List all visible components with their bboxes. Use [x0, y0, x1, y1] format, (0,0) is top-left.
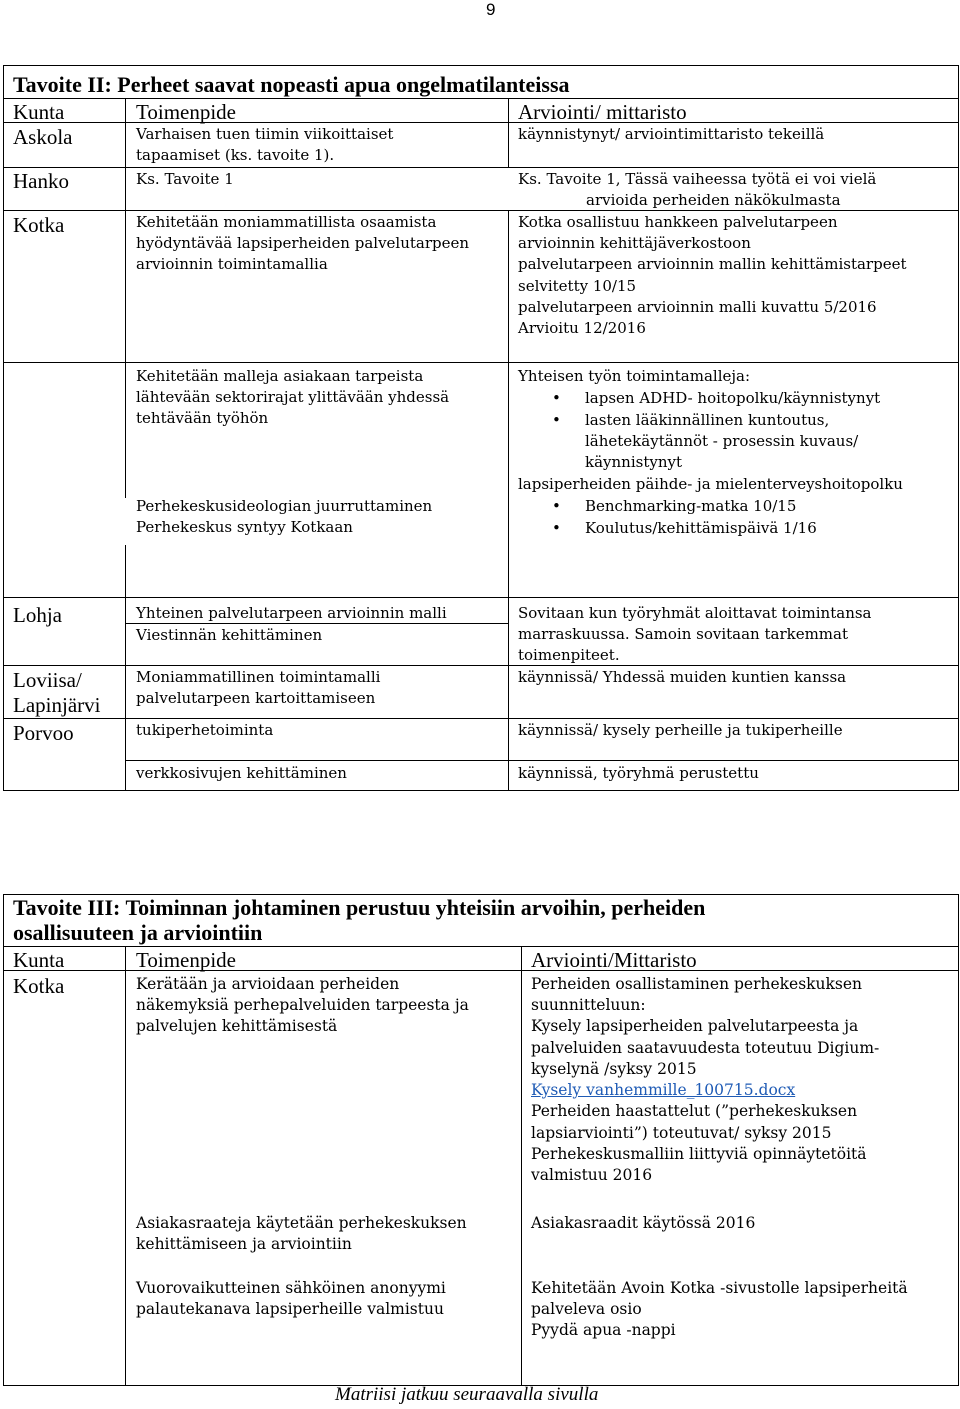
- arviointi-line: palvelutarpeen arvioinnin malli kuvattu 5/2016: [518, 298, 877, 316]
- arviointi-line: Kehitetään Avoin Kotka -sivustolle lapsiperheitä: [531, 1279, 908, 1297]
- arviointi-cell: Asiakasraadit käytössä 2016: [531, 1214, 756, 1232]
- toimenpide-line: Moniammatillinen toimintamalli: [136, 668, 381, 686]
- arviointi-line: palveleva osio: [531, 1300, 642, 1318]
- table-3-title-line: osallisuuteen ja arviointiin: [13, 920, 263, 945]
- arviointi-line: palvelutarpeen arvioinnin mallin kehittämistarpeet: [518, 255, 907, 273]
- header-arviointi: Arviointi/Mittaristo: [531, 948, 697, 972]
- arviointi-line: Sovitaan kun työryhmät aloittavat toimintansa: [518, 604, 872, 622]
- toimenpide-line: Perhekeskus syntyy Kotkaan: [136, 518, 353, 536]
- toimenpide-line: arvioinnin toimintamallia: [136, 255, 328, 273]
- arviointi-cell: käynnissä, työryhmä perustettu: [518, 764, 759, 782]
- header-toimenpide: Toimenpide: [136, 948, 237, 972]
- arviointi-line: toimenpiteet.: [518, 646, 620, 664]
- arviointi-line: Perheiden osallistaminen perhekeskuksen: [531, 975, 863, 993]
- page-number: 9: [486, 0, 496, 19]
- toimenpide-line: Perhekeskusideologian juurruttaminen: [136, 497, 433, 515]
- kunta-cell: Askola: [13, 125, 73, 149]
- arviointi-line: lähetekäytännöt - prosessin kuvaus/: [585, 432, 859, 450]
- toimenpide-line: palvelujen kehittämisestä: [136, 1017, 338, 1035]
- kunta-cell: Kotka: [13, 213, 65, 237]
- arviointi-line: selvitetty 10/15: [518, 277, 637, 295]
- toimenpide-cell: verkkosivujen kehittäminen: [136, 764, 347, 782]
- header-arviointi: Arviointi/ mittaristo: [518, 100, 687, 124]
- table-3-title-line: Tavoite III: Toiminnan johtaminen perustuu yhteisiin arvoihin, perheiden: [13, 895, 706, 920]
- toimenpide-line: tapaamiset (ks. tavoite 1).: [136, 146, 335, 164]
- toimenpide-line: kehittämiseen ja arviointiin: [136, 1235, 352, 1253]
- header-kunta: Kunta: [13, 100, 65, 124]
- arviointi-cell: käynnissä/ Yhdessä muiden kuntien kanssa: [518, 668, 847, 686]
- kunta-line: Lapinjärvi: [13, 693, 101, 717]
- continuation-note: Matriisi jatkuu seuraavalla sivulla: [335, 1384, 599, 1405]
- kysely-attachment-link[interactable]: Kysely vanhemmille_100715.docx: [531, 1081, 796, 1099]
- toimenpide-line: Kehitetään malleja asiakaan tarpeista: [136, 367, 424, 385]
- arviointi-heading: Yhteisen työn toimintamalleja:: [518, 367, 751, 385]
- kunta-cell: Hanko: [13, 169, 69, 193]
- arviointi-line: palveluiden saatavuudesta toteutuu Digium-: [531, 1039, 880, 1057]
- header-kunta: Kunta: [13, 948, 65, 972]
- kunta-line: Loviisa/: [13, 668, 82, 692]
- toimenpide-line: Varhaisen tuen tiimin viikoittaiset: [136, 125, 394, 143]
- toimenpide-line: Kerätään ja arvioidaan perheiden: [136, 975, 400, 993]
- arviointi-cell: käynnissä/ kysely perheille ja tukiperheille: [518, 721, 843, 739]
- arviointi-line: Perhekeskusmalliin liittyviä opinnäytetöitä: [531, 1145, 867, 1163]
- toimenpide-line: palvelutarpeen kartoittamiseen: [136, 689, 376, 707]
- bullet-item: • Koulutus/kehittämispäivä 1/16: [585, 518, 817, 539]
- toimenpide-line: tehtävään työhön: [136, 409, 269, 427]
- kunta-cell: Porvoo: [13, 721, 74, 745]
- toimenpide-cell: tukiperhetoiminta: [136, 721, 274, 739]
- arviointi-line: valmistuu 2016: [531, 1166, 653, 1184]
- kunta-cell: Kotka: [13, 974, 65, 998]
- arviointi-line: kyselynä /syksy 2015: [531, 1060, 697, 1078]
- arviointi-line: marraskuussa. Samoin sovitaan tarkemmat: [518, 625, 848, 643]
- toimenpide-line: Asiakasraateja käytetään perhekeskuksen: [136, 1214, 467, 1232]
- arviointi-cell: käynnistynyt/ arviointimittaristo tekeillä: [518, 125, 825, 143]
- bullet-item: • lapsen ADHD- hoitopolku/käynnistynyt: [585, 388, 880, 409]
- arviointi-line: Ks. Tavoite 1, Tässä vaiheessa työtä ei voi vielä: [518, 170, 877, 188]
- toimenpide-line: Kehitetään moniammatillista osaamista: [136, 213, 437, 231]
- arviointi-line: Pyydä apua -nappi: [531, 1321, 676, 1339]
- kunta-cell: Lohja: [13, 603, 62, 627]
- arviointi-line: lapsiperheiden päihde- ja mielenterveyshoitopolku: [518, 475, 903, 493]
- toimenpide-cell: Ks. Tavoite 1: [136, 170, 234, 188]
- arviointi-line: lapsiarviointi”) toteutuvat/ syksy 2015: [531, 1124, 832, 1142]
- toimenpide-line: Viestinnän kehittäminen: [136, 626, 323, 644]
- header-toimenpide: Toimenpide: [136, 100, 237, 124]
- arviointi-line: suunnitteluun:: [531, 996, 646, 1014]
- arviointi-line: Kotka osallistuu hankkeen palvelutarpeen: [518, 213, 838, 231]
- toimenpide-line: lähtevään sektorirajat ylittävään yhdessä: [136, 388, 450, 406]
- arviointi-line: Perheiden haastattelut (”perhekeskuksen: [531, 1102, 858, 1120]
- toimenpide-line: palautekanava lapsiperheille valmistuu: [136, 1300, 444, 1318]
- table-2-title: Tavoite II: Perheet saavat nopeasti apua ongelmatilanteissa: [13, 72, 570, 97]
- arviointi-line: arvioinnin kehittäjäverkostoon: [518, 234, 751, 252]
- toimenpide-line: Yhteinen palvelutarpeen arvioinnin malli: [136, 604, 447, 622]
- arviointi-line: käynnistynyt: [585, 453, 682, 471]
- arviointi-line: Arvioitu 12/2016: [518, 319, 646, 337]
- bullet-item: • lasten lääkinnällinen kuntoutus,: [585, 410, 829, 431]
- toimenpide-line: Vuorovaikutteinen sähköinen anonyymi: [136, 1279, 446, 1297]
- toimenpide-line: näkemyksiä perhepalveluiden tarpeesta ja: [136, 996, 469, 1014]
- arviointi-line: arvioida perheiden näkökulmasta: [586, 191, 841, 209]
- bullet-item: • Benchmarking-matka 10/15: [585, 496, 796, 517]
- toimenpide-line: hyödyntävää lapsiperheiden palvelutarpeen: [136, 234, 470, 252]
- arviointi-line: Kysely lapsiperheiden palvelutarpeesta ja: [531, 1017, 859, 1035]
